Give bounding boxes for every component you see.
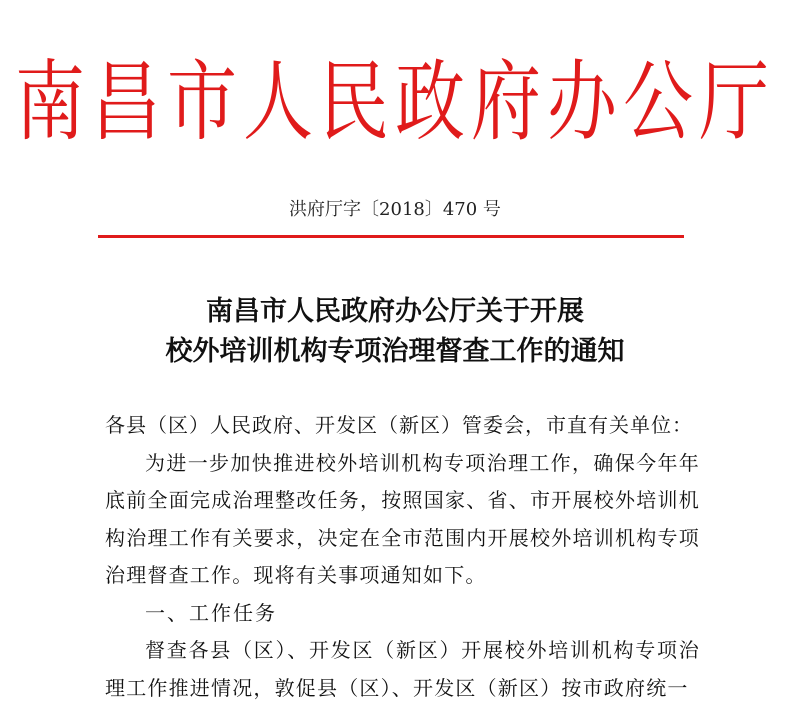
notice-title-line-1: 南昌市人民政府办公厅关于开展 [206,296,584,327]
red-divider-line [98,235,684,238]
section-paragraph: 督查各县（区）、开发区（新区）开展校外培训机构专项治理工作推进情况，敦促县（区）、开发区（新区）按市政府统一 [105,638,700,700]
issuing-office-header: 南昌市人民政府办公厅 [15,50,775,153]
addressee-line: 各县（区）人民政府、开发区（新区）管委会，市直有关单位： [105,413,693,437]
document-body [105,407,700,707]
section-heading-work-tasks: 一、工作任务 [145,600,277,625]
intro-paragraph: 为进一步加快推进校外培训机构专项治理工作，确保今年年底前全面完成治理整改任务，按照国家、省、市开展校外培训机构治理工作有关要求，决定在全市范围内开展校外培训机构专项治理督查工作。现将有关事项通知如下。 [105,450,700,587]
document-number: 洪府厅字〔2018〕470 号 [289,199,501,220]
notice-title-line-2: 校外培训机构专项治理督查工作的通知 [165,336,625,367]
notice-title [0,292,790,372]
